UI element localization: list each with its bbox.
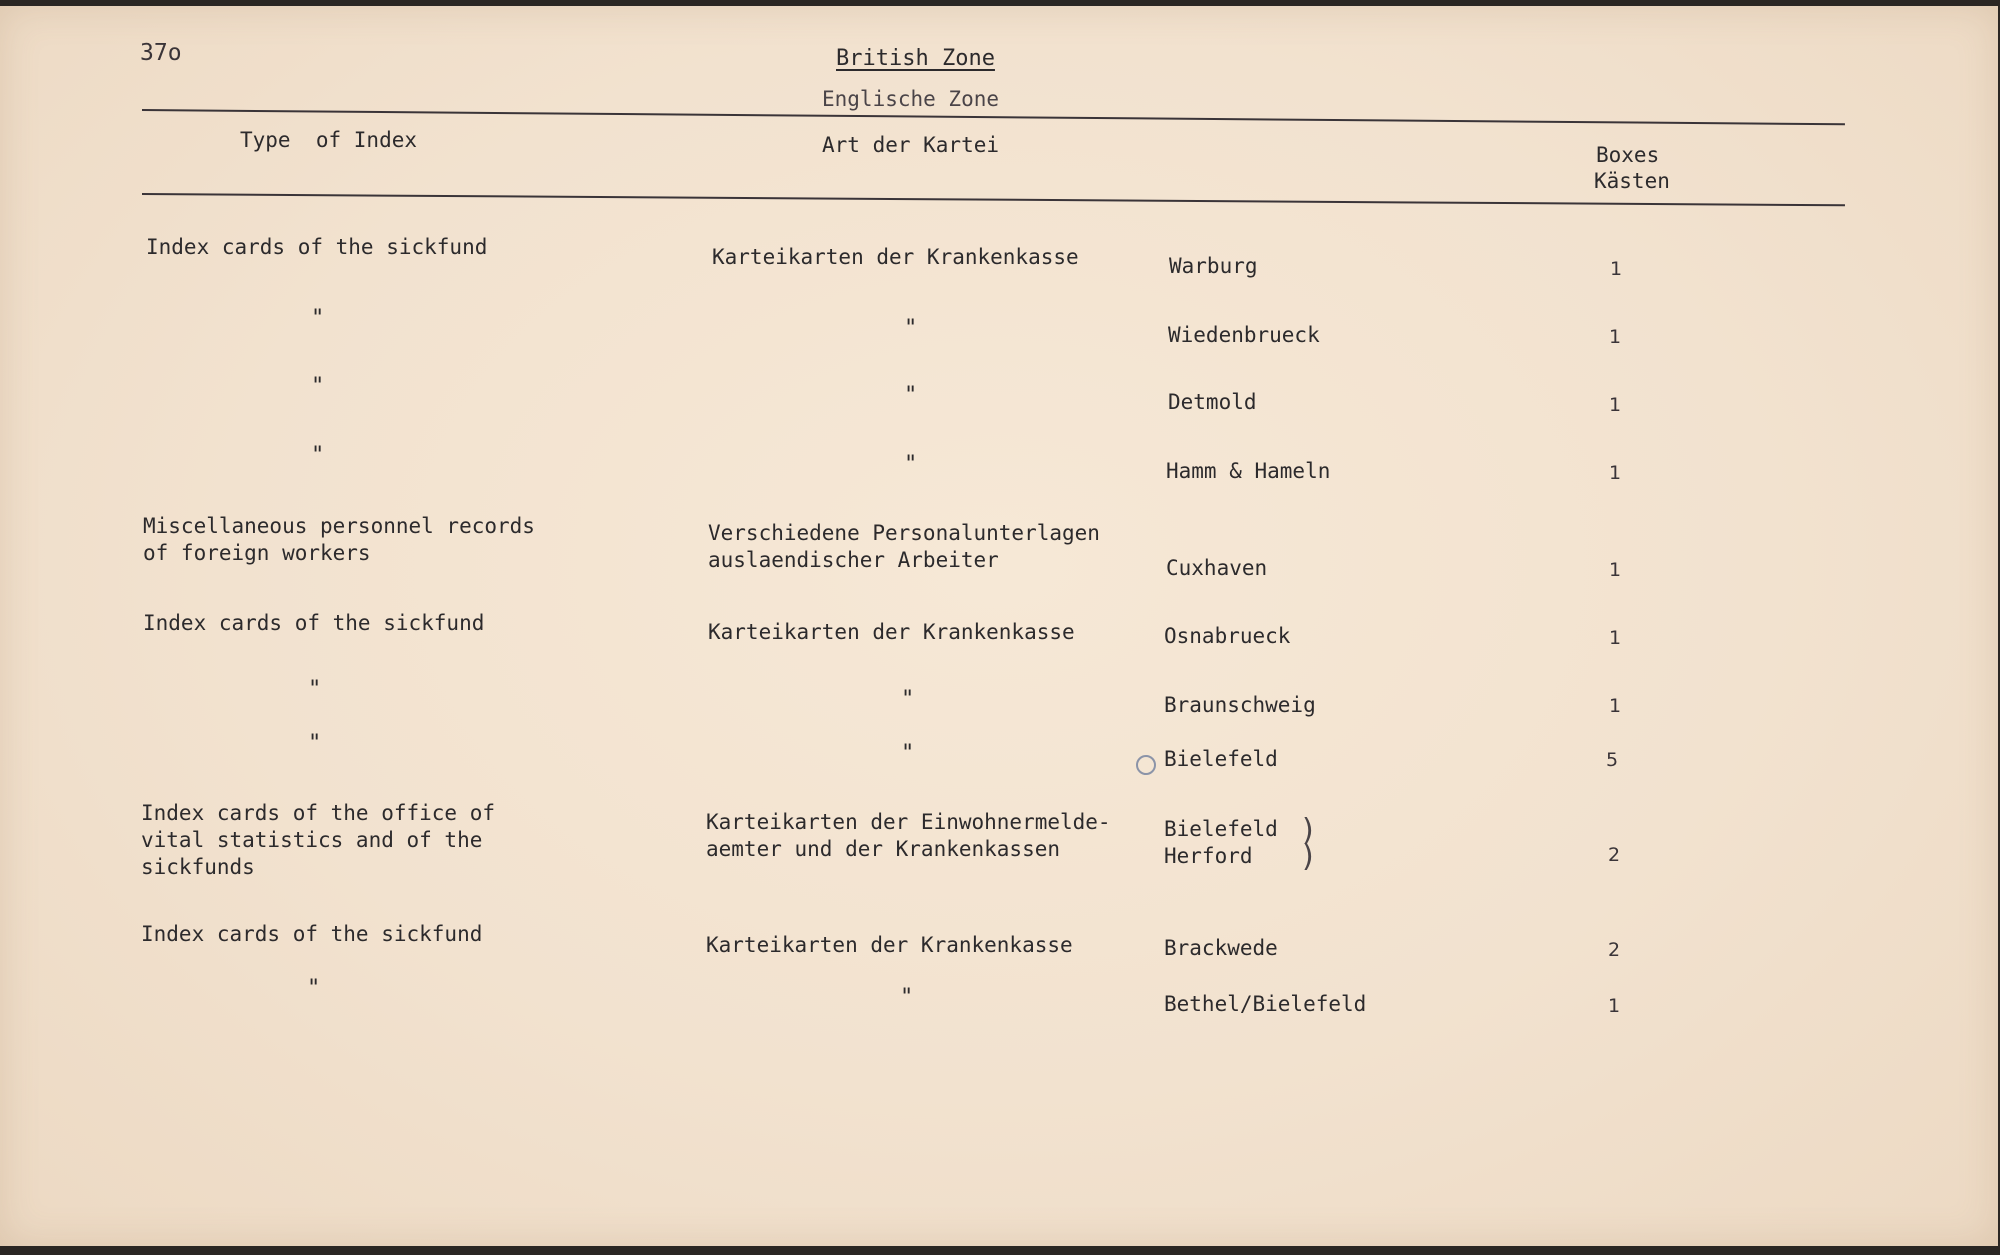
row-place-cell: Hamm & Hameln — [1166, 459, 1331, 483]
punch-hole — [1136, 755, 1156, 775]
page-number: 37o — [140, 40, 182, 66]
row-art-ditto: " — [901, 687, 915, 712]
row-type-cell: Index cards of the sickfund — [141, 922, 483, 946]
row-type-ditto: " — [308, 731, 322, 756]
row-art-cell: Verschiedene Personalunterlagen auslaendischer Arbeiter — [708, 521, 1100, 572]
header-bottom-rule — [142, 193, 1845, 206]
row-type-cell: Index cards of the office of vital statistics and of the sickfunds — [141, 801, 496, 879]
row-type-cell: Miscellaneous personnel records of foreign workers — [143, 514, 535, 565]
row-art-cell: Karteikarten der Einwohnermelde- aemter und der Krankenkassen — [706, 810, 1111, 861]
row-boxes-cell: 1 — [1608, 995, 1621, 1017]
header-kasten: Kästen — [1594, 169, 1670, 193]
row-place-cell: Bethel/Bielefeld — [1164, 992, 1367, 1016]
row-type-cell: Index cards of the sickfund — [143, 611, 485, 635]
row-boxes-cell: 1 — [1609, 462, 1622, 484]
document-page — [0, 6, 1998, 1246]
row-type-ditto: " — [311, 306, 325, 331]
row-type-ditto: " — [311, 374, 325, 399]
header-top-rule — [142, 109, 1845, 125]
row-place-cell: Osnabrueck — [1164, 624, 1291, 648]
row-boxes-cell: 1 — [1609, 695, 1622, 717]
brace-mark: ) ) — [1302, 813, 1314, 874]
row-place-cell: Detmold — [1168, 390, 1257, 414]
row-type-cell: Index cards of the sickfund — [146, 235, 488, 259]
row-boxes-cell: 1 — [1609, 559, 1622, 581]
row-boxes-cell: 2 — [1608, 939, 1621, 961]
header-boxes: Boxes — [1596, 143, 1660, 167]
header-type-of-index: Type of Index — [240, 128, 418, 152]
row-art-cell: Karteikarten der Krankenkasse — [708, 620, 1075, 644]
row-boxes-cell: 1 — [1610, 258, 1623, 280]
row-boxes-cell: 1 — [1609, 394, 1622, 416]
row-boxes-cell: 2 — [1608, 844, 1621, 866]
row-boxes-cell: 5 — [1606, 749, 1619, 771]
row-art-ditto: " — [900, 985, 914, 1010]
page-subtitle: Englische Zone — [822, 87, 1000, 111]
row-art-cell: Karteikarten der Krankenkasse — [706, 933, 1073, 957]
row-boxes-cell: 1 — [1609, 326, 1622, 348]
row-art-ditto: " — [904, 316, 918, 341]
page-bottom-edge — [0, 1246, 2000, 1255]
page-title: British Zone — [836, 46, 995, 71]
row-place-cell: Bielefeld — [1164, 747, 1278, 771]
row-place-cell: Cuxhaven — [1166, 556, 1268, 580]
row-boxes-cell: 1 — [1609, 627, 1622, 649]
row-type-ditto: " — [308, 677, 322, 702]
row-place-cell: Wiedenbrueck — [1168, 323, 1320, 347]
row-type-ditto: " — [307, 976, 321, 1001]
header-art-der-kartei: Art der Kartei — [822, 133, 1000, 157]
row-place-cell: Brackwede — [1164, 936, 1278, 960]
row-art-ditto: " — [901, 741, 915, 766]
row-place-cell: Bielefeld Herford — [1164, 817, 1278, 868]
row-art-cell: Karteikarten der Krankenkasse — [712, 245, 1079, 269]
row-place-cell: Braunschweig — [1164, 693, 1316, 717]
row-place-cell: Warburg — [1169, 254, 1258, 278]
row-art-ditto: " — [904, 452, 918, 477]
row-type-ditto: " — [311, 443, 325, 468]
row-art-ditto: " — [904, 383, 918, 408]
